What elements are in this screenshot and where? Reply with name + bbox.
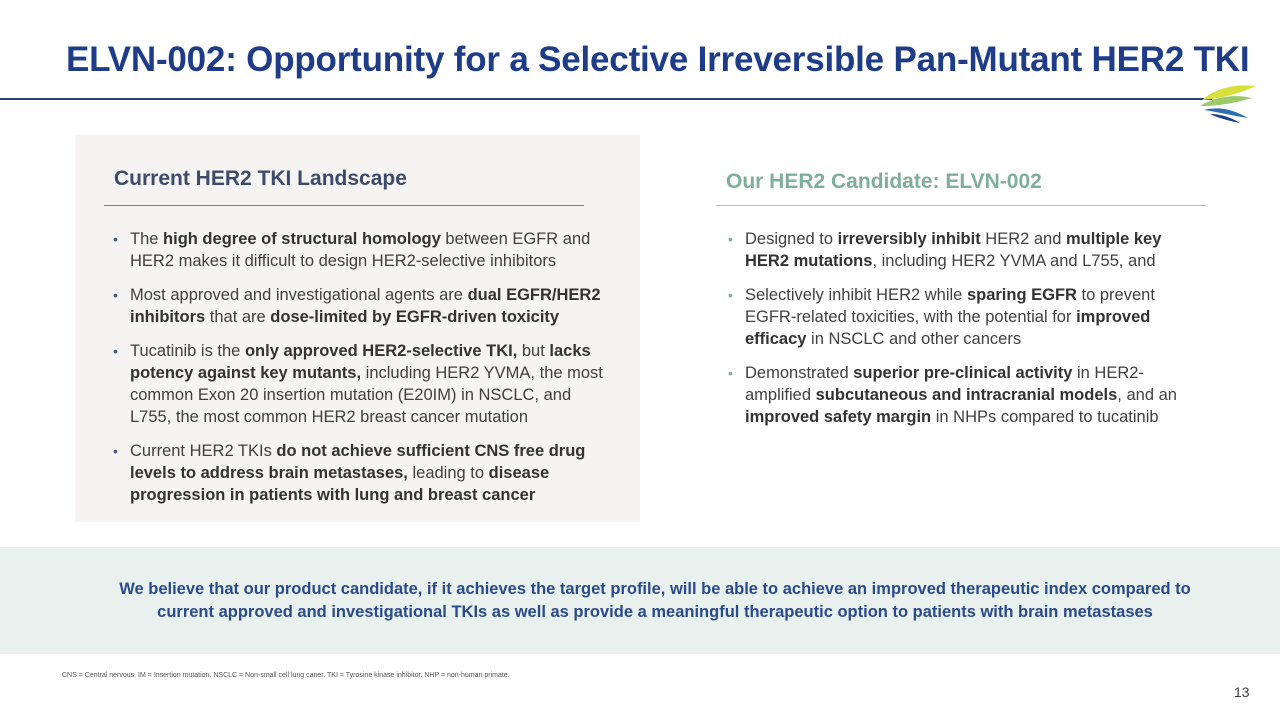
- bullet-item: [113, 228, 613, 272]
- bullet-emphasis: disease progression in patients with lung and breast cancer: [130, 464, 550, 504]
- candidate-heading: Our HER2 Candidate: ELVN-002: [726, 170, 1042, 193]
- bullet-text: in NSCLC and other cancers: [806, 330, 1022, 348]
- bullet-text: Current HER2 TKIs: [130, 442, 277, 460]
- bullet-text: The: [130, 230, 164, 248]
- bullet-emphasis: subcutaneous and intracranial models: [815, 386, 1118, 404]
- bullet-text: that are: [205, 308, 271, 326]
- bullet-emphasis: sparing EGFR: [966, 286, 1077, 304]
- bullet-emphasis: do not achieve sufficient CNS free drug levels to address brain metastases,: [130, 442, 586, 482]
- bullet-dot-icon: •: [113, 287, 118, 303]
- bullet-text: Most approved and investigational agents are: [130, 286, 468, 304]
- bullet-dot-icon: •: [728, 231, 733, 247]
- bullet-text: leading to: [407, 464, 489, 482]
- key-message-text: We believe that our product candidate, if it achieves the target profile, will be able to achieve an improved therapeutic index compared to current approved and investigational TKIs as well as provide a meaningful therapeutic option to patients with brain metastases: [119, 580, 1191, 621]
- bullet-emphasis: dose-limited by EGFR-driven toxicity: [270, 308, 560, 326]
- bullet-item: [113, 340, 613, 428]
- bullet-dot-icon: •: [728, 365, 733, 381]
- abbreviations-footnote: CNS = Central nervous. IM = Insertion mutation. NSCLC = Non-small cell lung caner. TKI = Tyrosine kinase inhibitor. NHP = non-human primate.: [62, 672, 510, 679]
- bullet-text: in NHPs compared to tucatinib: [931, 408, 1159, 426]
- slide-title: ELVN-002: Opportunity for a Selective Irreversible Pan-Mutant HER2 TKI: [66, 40, 1250, 79]
- bullet-text: , and an: [1117, 386, 1177, 404]
- bullet-text: between EGFR and HER2 makes it difficult to design HER2-selective inhibitors: [130, 230, 591, 270]
- candidate-divider: [716, 205, 1206, 206]
- current-landscape-heading: Current HER2 TKI Landscape: [114, 167, 407, 190]
- candidate-bullets: [728, 228, 1198, 440]
- bullet-text: HER2 and: [980, 230, 1066, 248]
- bullet-text: including HER2 YVMA, the most common Exon 20 insertion mutation (E20IM) in NSCLC, and L755, the most common HER2 breast cancer mutation: [130, 364, 603, 426]
- bullet-item: [113, 440, 613, 506]
- bullet-text: but: [517, 342, 550, 360]
- bullet-dot-icon: •: [113, 231, 118, 247]
- bullet-dot-icon: •: [728, 287, 733, 303]
- bullet-emphasis: multiple key HER2 mutations: [745, 230, 1162, 270]
- bullet-item: [113, 284, 613, 328]
- bullet-item: [728, 362, 1198, 428]
- current-landscape-bullets: [113, 228, 613, 518]
- title-divider: [0, 98, 1212, 100]
- bullet-text: , including HER2 YVMA and L755, and: [872, 252, 1156, 270]
- bullet-text: Tucatinib is the: [130, 342, 245, 360]
- wave-logo-icon: [1196, 80, 1260, 124]
- bullet-text: in HER2-amplified: [745, 364, 1144, 404]
- bullet-text: to prevent EGFR-related toxicities, with the potential for: [745, 286, 1155, 326]
- bullet-emphasis: only approved HER2-selective TKI,: [244, 342, 518, 360]
- bullet-item: [728, 228, 1198, 272]
- bullet-text: Demonstrated: [745, 364, 854, 382]
- bullet-text: Selectively inhibit HER2 while: [745, 286, 967, 304]
- page-number: 13: [1234, 684, 1250, 700]
- current-landscape-divider: [104, 205, 584, 206]
- bullet-dot-icon: •: [113, 443, 118, 459]
- bullet-dot-icon: •: [113, 343, 118, 359]
- bullet-emphasis: improved safety margin: [745, 408, 932, 426]
- bullet-emphasis: lacks potency against key mutants,: [130, 342, 591, 382]
- bullet-emphasis: high degree of structural homology: [163, 230, 441, 248]
- bullet-text: Designed to: [745, 230, 838, 248]
- bullet-emphasis: improved efficacy: [745, 308, 1151, 348]
- bullet-emphasis: irreversibly inhibit: [837, 230, 981, 248]
- bullet-item: [728, 284, 1198, 350]
- bullet-emphasis: superior pre-clinical activity: [853, 364, 1073, 382]
- bullet-emphasis: dual EGFR/HER2 inhibitors: [130, 286, 601, 326]
